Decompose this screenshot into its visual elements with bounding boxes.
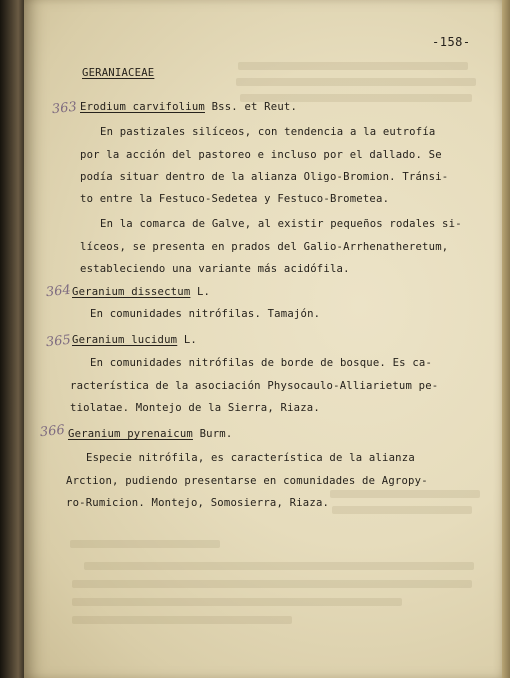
species-authority: Bss. et Reut. (211, 101, 298, 113)
species-name: Erodium carvifolium (80, 101, 205, 113)
handwritten-entry-number: 363 (51, 99, 78, 118)
text-line: por la acción del pastoreo e incluso por el dallado. Se (80, 149, 442, 161)
text-line: En pastizales silíceos, con tendencia a la eutrofía (100, 126, 436, 138)
text-line: En comunidades nitrófilas de borde de bosque. Es ca- (90, 357, 433, 369)
text-line: ro-Rumicion. Montejo, Somosierra, Riaza. (66, 497, 330, 509)
species-authority: L. (183, 334, 197, 346)
handwritten-entry-number: 366 (39, 422, 66, 441)
page-number: -158- (432, 35, 471, 49)
text-line: Especie nitrófila, es característica de la alianza (86, 452, 415, 464)
family-heading: GERANIACEAE (82, 67, 155, 79)
species-heading (80, 101, 297, 114)
species-heading (72, 334, 197, 347)
next-page-edge (502, 0, 510, 678)
text-line: En la comarca de Galve, al existir pequeños rodales si- (100, 218, 462, 230)
species-name: Geranium dissectum (72, 286, 191, 298)
text-line: tiolatae. Montejo de la Sierra, Riaza. (70, 402, 320, 414)
text-line: podía situar dentro de la alianza Oligo-Bromion. Tránsi- (80, 171, 449, 183)
handwritten-entry-number: 365 (45, 332, 72, 351)
text-line: Arction, pudiendo presentarse en comunidades de Agropy- (66, 475, 428, 487)
text-line: estableciendo una variante más acidófila. (80, 263, 350, 275)
book-binding-edge (0, 0, 26, 678)
text-line: En comunidades nitrófilas. Tamajón. (90, 308, 321, 320)
species-heading (68, 428, 232, 441)
text-line: racterística de la asociación Physocaulo-Alliarietum pe- (70, 380, 439, 392)
text-line: líceos, se presenta en prados del Galio-Arrhenatheretum, (80, 241, 449, 253)
species-authority: Burm. (199, 428, 233, 440)
species-heading (72, 286, 210, 299)
handwritten-entry-number: 364 (45, 282, 72, 301)
species-authority: L. (196, 286, 211, 298)
species-name: Geranium lucidum (72, 334, 178, 346)
species-name: Geranium pyrenaicum (68, 428, 193, 440)
text-line: to entre la Festuco-Sedetea y Festuco-Brometea. (80, 193, 390, 205)
